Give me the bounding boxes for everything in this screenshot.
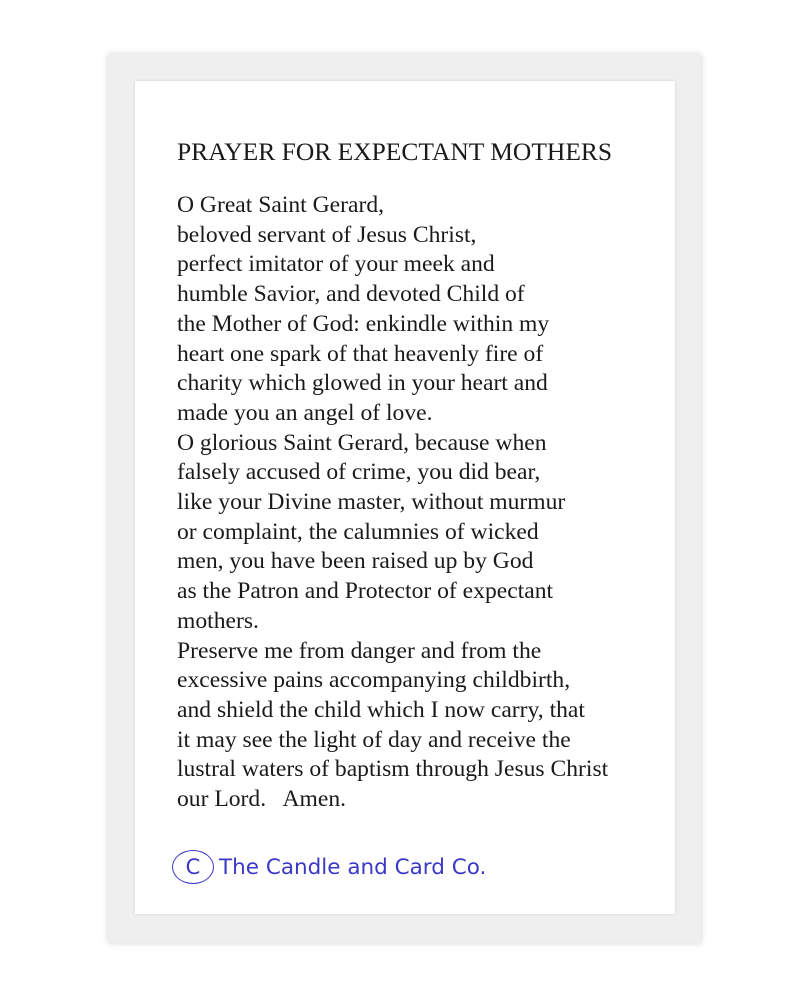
prayer-line: humble Savior, and devoted Child of [177,281,525,308]
publisher-credit [172,848,486,886]
prayer-line: beloved servant of Jesus Christ, [177,221,477,248]
publisher-name: The Candle and Card Co. [219,854,487,880]
prayer-line: men, you have been raised up by God [177,548,534,575]
prayer-line: as the Patron and Protector of expectant [177,578,554,605]
prayer-line: perfect imitator of your meek and [177,251,495,278]
prayer-line: falsely accused of crime, you did bear, [177,459,541,486]
prayer-line: heart one spark of that heavenly fire of [177,340,544,367]
prayer-line: made you an angel of love. [177,399,433,426]
prayer-line: it may see the light of day and receive the [177,726,571,753]
prayer-line: O glorious Saint Gerard, because when [177,429,547,456]
prayer-line: excessive pains accompanying childbirth, [177,667,571,694]
prayer-body [177,191,608,815]
prayer-line: O Great Saint Gerard, [177,192,385,218]
prayer-line: our Lord. Amen. [177,786,347,813]
prayer-line: charity which glowed in your heart and [177,370,548,397]
prayer-line: mothers. [177,607,259,634]
prayer-line: lustral waters of baptism through Jesus Christ [177,756,609,783]
prayer-line: the Mother of God: enkindle within my [177,310,550,337]
prayer-line: or complaint, the calumnies of wicked [177,518,539,545]
prayer-line: and shield the child which I now carry, that [177,696,585,723]
prayer-line: like your Divine master, without murmur [177,489,566,516]
prayer-title: PRAYER FOR EXPECTANT MOTHERS [177,137,613,166]
prayer-line: Preserve me from danger and from the [177,637,542,664]
copyright-icon: C [172,850,214,884]
